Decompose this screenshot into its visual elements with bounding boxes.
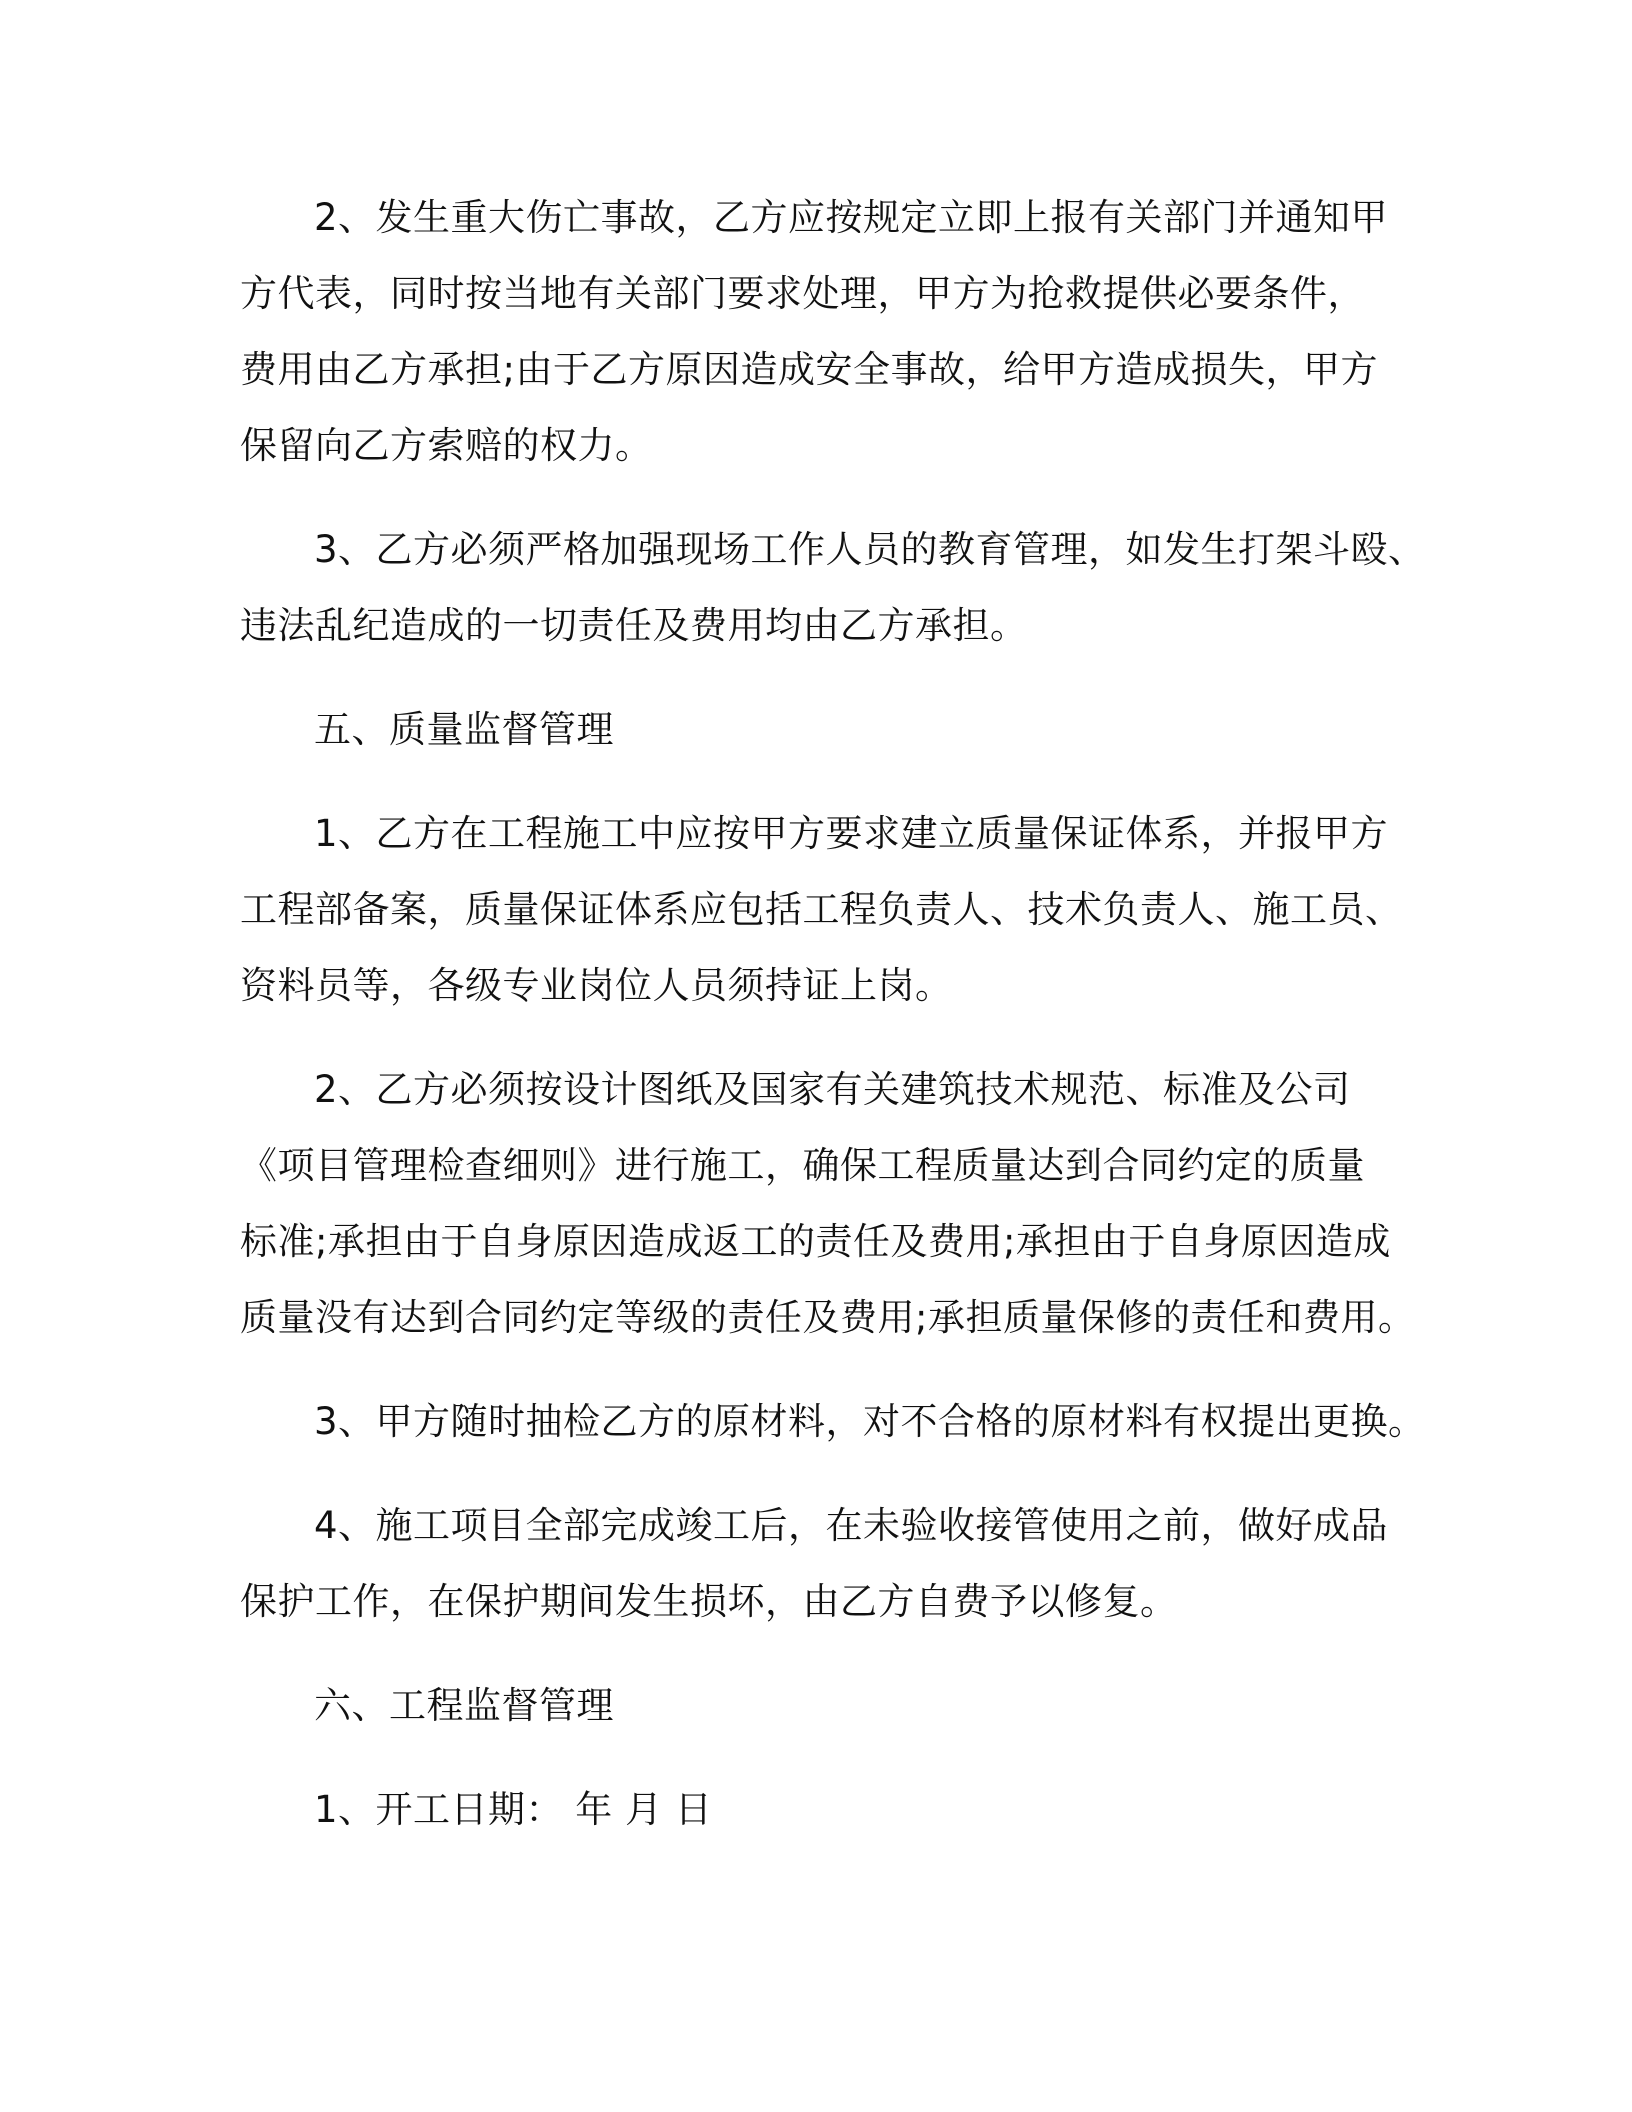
text-line: 1、乙方在工程施工中应按甲方要求建立质量保证体系，并报甲方: [314, 812, 1389, 855]
text-line: 质量没有达到合同约定等级的责任及费用;承担质量保修的责任和费用。: [240, 1296, 1416, 1339]
text-line: 保护工作，在保护期间发生损坏，由乙方自费予以修复。: [240, 1580, 1178, 1623]
text-line: 3、甲方随时抽检乙方的原材料，对不合格的原材料有权提出更换。: [314, 1400, 1426, 1443]
text-line: 4、施工项目全部完成竣工后，在未验收接管使用之前，做好成品: [314, 1504, 1389, 1547]
text-line: 2、发生重大伤亡事故，乙方应按规定立即上报有关部门并通知甲: [314, 196, 1389, 239]
text-line: 资料员等，各级专业岗位人员须持证上岗。: [240, 964, 953, 1007]
text-line: 《项目管理检查细则》进行施工，确保工程质量达到合同约定的质量: [240, 1144, 1365, 1187]
section-heading: 五、质量监督管理: [314, 708, 614, 751]
section-heading: 六、工程监督管理: [314, 1684, 614, 1727]
text-line: 3、乙方必须严格加强现场工作人员的教育管理，如发生打架斗殴、: [314, 528, 1426, 571]
text-line: 费用由乙方承担;由于乙方原因造成安全事故，给甲方造成损失，甲方: [240, 348, 1378, 391]
text-line: 工程部备案，质量保证体系应包括工程负责人、技术负责人、施工员、: [240, 888, 1403, 931]
text-line: 标准;承担由于自身原因造成返工的责任及费用;承担由于自身原因造成: [240, 1220, 1391, 1263]
text-line: 保留向乙方索赔的权力。: [240, 424, 653, 467]
text-line: 1、开工日期： 年 月 日: [314, 1788, 713, 1831]
text-line: 违法乱纪造成的一切责任及费用均由乙方承担。: [240, 604, 1028, 647]
text-line: 2、乙方必须按设计图纸及国家有关建筑技术规范、标准及公司: [314, 1068, 1351, 1111]
text-line: 方代表，同时按当地有关部门要求处理，甲方为抢救提供必要条件，: [240, 272, 1365, 315]
